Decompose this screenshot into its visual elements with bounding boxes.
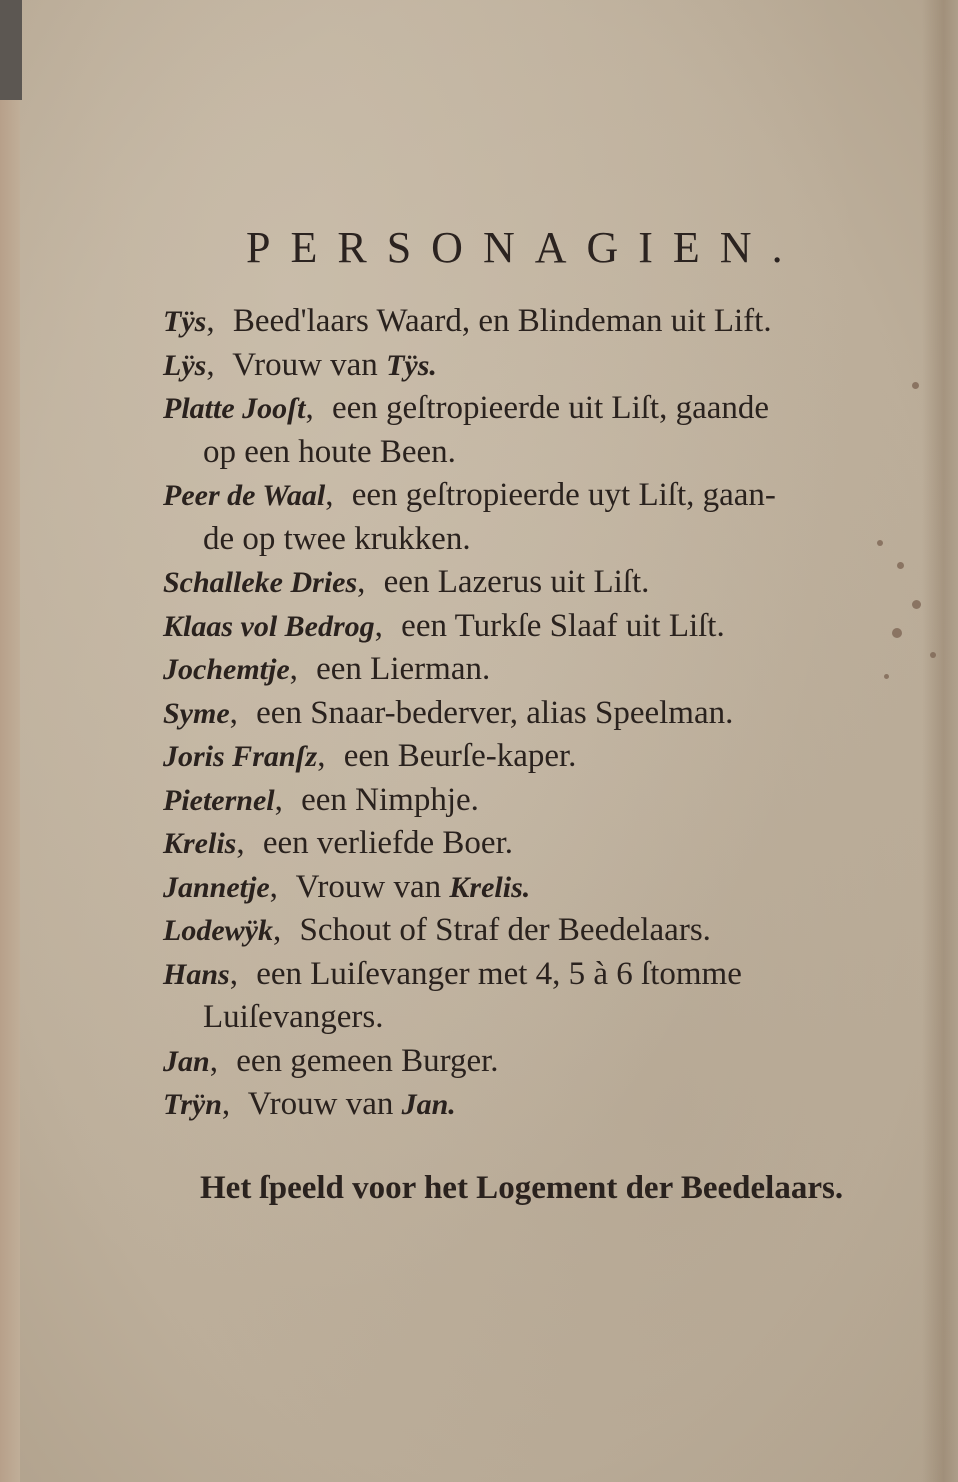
cast-entry: Jannetje, Vrouw van Krelis. — [163, 868, 531, 905]
character-name: Platte Jooſt — [163, 392, 306, 425]
character-description: een Beurſe-kaper. — [343, 738, 577, 774]
cast-entry: Trÿn, Vrouw van Jan. — [163, 1086, 456, 1122]
character-description: een gemeen Burger. — [236, 1042, 499, 1079]
character-reference: Tÿs. — [386, 348, 437, 382]
character-description: een geſtropieerde uyt Liſt, gaan- — [351, 477, 776, 513]
character-description: Vrouw van — [295, 868, 442, 905]
character-name: Lodewÿk — [163, 914, 273, 947]
character-description: een geſtropieerde uit Liſt, gaande — [331, 390, 770, 426]
cast-entry: Peer de Waal, een geſtropieerde uyt Liſt, gaan- de op twee krukken. — [163, 474, 943, 561]
character-name: Tÿs — [163, 305, 207, 338]
setting-note: Het ſpeeld voor het Logement der Beedelaars. — [200, 1170, 844, 1206]
character-description: een Turkſe Slaaf uit Liſt. — [401, 607, 725, 644]
cast-entry: Pieternel, een Nimphje. — [163, 781, 479, 818]
character-description: Beed'laars Waard, en Blindeman uit Lift. — [232, 303, 772, 339]
character-description: een verliefde Boer. — [262, 825, 513, 861]
cast-entry: Lÿs, Vrouw van Tÿs. — [163, 346, 437, 383]
page-title: PERSONAGIEN. — [246, 223, 803, 272]
character-description: Schout of Straf der Beedelaars. — [299, 912, 711, 948]
cast-entry: Schalleke Dries, een Lazerus uit Liſt. — [163, 564, 650, 600]
character-description: een Nimphje. — [301, 781, 479, 818]
character-description: een Luiſevanger met 4, 5 à 6 ſtomme — [256, 955, 742, 992]
character-name: Trÿn — [163, 1088, 222, 1121]
cast-entry: Joris Franſz, een Beurſe-kaper. — [163, 738, 577, 774]
cast-entry: Platte Jooſt, een geſtropieerde uit Liſt, gaande op een houte Been. — [163, 387, 943, 474]
cast-entry: Lodewÿk, Schout of Straf der Beedelaars. — [163, 912, 711, 948]
character-name: Klaas vol Bedrog — [163, 609, 375, 643]
binding-edge — [0, 0, 22, 100]
character-name: Syme — [163, 696, 230, 730]
cast-entry: Jochemtje, een Lierman. — [163, 651, 491, 687]
cast-entry: Krelis, een verliefde Boer. — [163, 825, 513, 861]
cast-entry: Tÿs, Beed'laars Waard, en Blindeman uit Lift. — [163, 303, 772, 339]
character-reference: Krelis. — [449, 870, 531, 904]
cast-entry: Jan, een gemeen Burger. — [163, 1042, 499, 1079]
character-description: een Lazerus uit Liſt. — [383, 564, 650, 600]
cast-entry: Hans, een Luiſevanger met 4, 5 à 6 ſtomme Luiſevangers. — [163, 953, 943, 1040]
character-name: Krelis — [163, 827, 237, 860]
character-name: Joris Franſz — [163, 740, 318, 773]
character-description: Vrouw van — [247, 1086, 394, 1122]
character-name: Jan — [163, 1044, 210, 1078]
description-continuation: Luiſevangers. — [203, 999, 384, 1035]
character-name: Peer de Waal — [163, 479, 326, 512]
page-gutter — [0, 100, 20, 1482]
character-name: Hans — [163, 957, 230, 991]
character-name: Lÿs — [163, 348, 207, 382]
character-name: Pieternel — [163, 783, 275, 817]
character-description: Vrouw van — [232, 346, 378, 383]
character-name: Jannetje — [163, 870, 270, 904]
description-continuation: op een houte Been. — [203, 433, 456, 470]
description-continuation: de op twee krukken. — [203, 520, 471, 557]
cast-entry: Syme, een Snaar-bederver, alias Speelman. — [163, 694, 734, 731]
character-description: een Lierman. — [316, 651, 491, 687]
character-description: een Snaar-bederver, alias Speelman. — [256, 694, 734, 731]
cast-entry: Klaas vol Bedrog, een Turkſe Slaaf uit Liſt. — [163, 607, 725, 644]
character-name: Schalleke Dries — [163, 566, 358, 599]
character-name: Jochemtje — [163, 653, 290, 686]
character-reference: Jan. — [401, 1088, 456, 1121]
cast-list — [163, 300, 943, 1127]
